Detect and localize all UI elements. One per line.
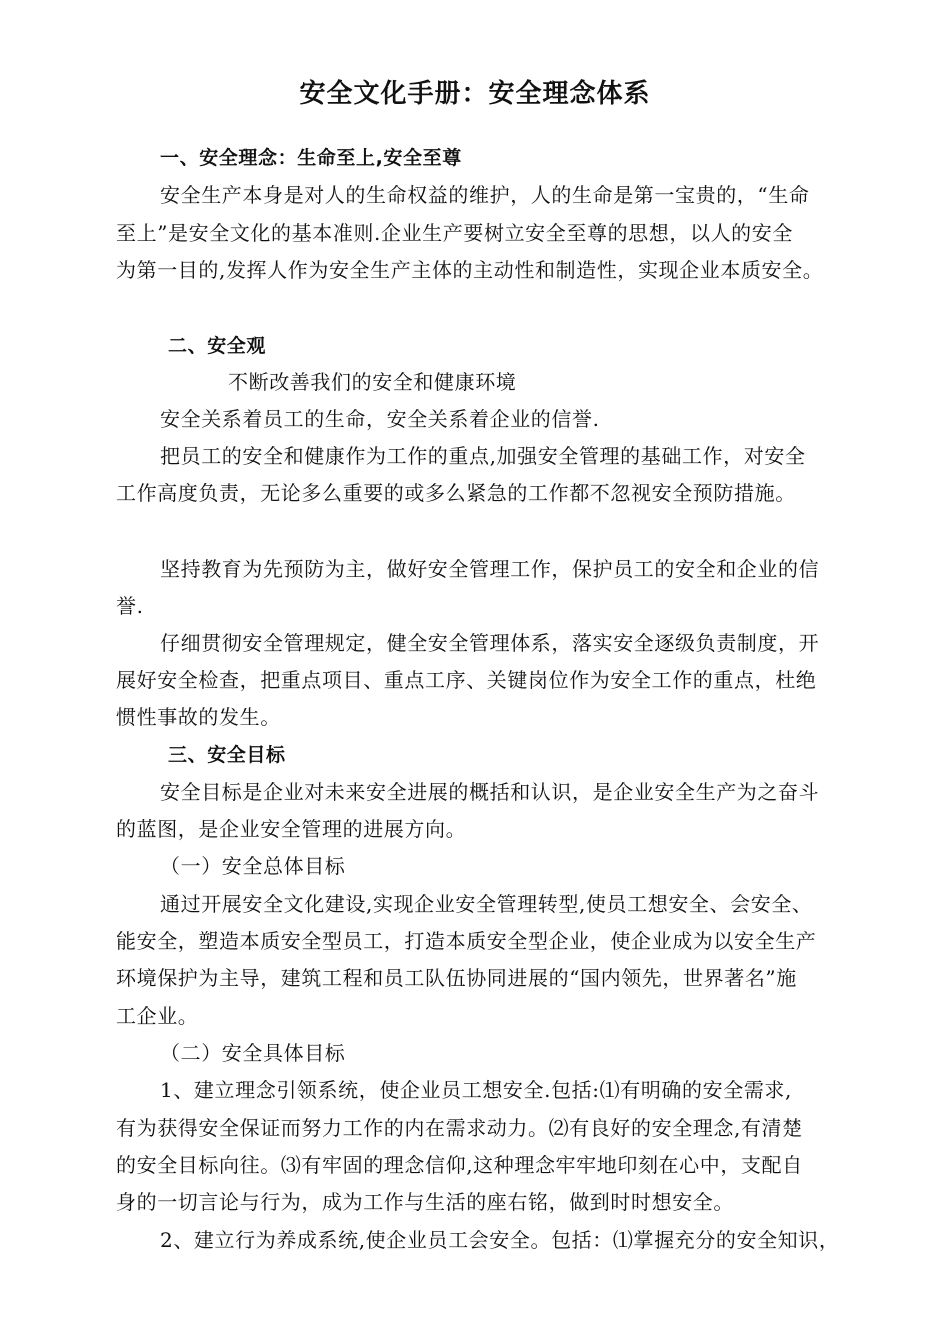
paragraph-line: 仔细贯彻安全管理规定，健全安全管理体系，落实安全逐级负责制度，开: [160, 631, 820, 655]
paragraph-line: 安全生产本身是对人的生命权益的维护，人的生命是第一宝贵的，“生命: [160, 183, 810, 207]
paragraph-line: 工作高度负责，无论多么重要的或多么紧急的工作都不忽视安全预防措施。: [116, 481, 796, 505]
paragraph-line: 不断改善我们的安全和健康环境: [228, 370, 517, 394]
subsection-heading-specific-goals: （二）安全具体目标: [160, 1041, 346, 1065]
paragraph-line: 通过开展安全文化建设,实现企业安全管理转型,使员工想安全、会安全、: [160, 892, 813, 916]
paragraph-line: 1、建立理念引领系统，使企业员工想安全.包括:⑴有明确的安全需求,: [160, 1078, 792, 1102]
paragraph-line: 为第一目的,发挥人作为安全生产主体的主动性和制造性，实现企业本质安全。: [116, 258, 824, 282]
paragraph-line: 环境保护为主导，建筑工程和员工队伍协同进展的“国内领先，世界著名”施: [116, 966, 797, 990]
paragraph-line: 把员工的安全和健康作为工作的重点,加强安全管理的基础工作，对安全: [160, 444, 806, 468]
paragraph-line: 工企业。: [116, 1004, 199, 1028]
paragraph-line: 的安全目标向往。⑶有牢固的理念信仰,这种理念牢牢地印刻在心中，支配自: [116, 1153, 803, 1177]
section-heading-safety-view: 二、安全观: [168, 335, 267, 357]
paragraph-line: 身的一切言论与行为，成为工作与生活的座右铭，做到时时想安全。: [116, 1190, 734, 1214]
paragraph-line: 惯性事故的发生。: [116, 705, 281, 729]
paragraph-line: 有为获得安全保证而努力工作的内在需求动力。⑵有良好的安全理念,有清楚: [116, 1116, 803, 1140]
section-heading-safety-goals: 三、安全目标: [168, 744, 286, 766]
paragraph-line: 展好安全检查，把重点项目、重点工序、关键岗位作为安全工作的重点，杜绝: [116, 668, 817, 692]
document-title: 安全文化手册：安全理念体系: [299, 79, 651, 109]
paragraph-line: 2、建立行为养成系统,使企业员工会安全。包括：⑴掌握充分的安全知识，: [160, 1228, 840, 1252]
paragraph-line: 的蓝图，是企业安全管理的进展方向。: [116, 817, 467, 841]
paragraph-line: 安全目标是企业对未来安全进展的概括和认识，是企业安全生产为之奋斗: [160, 780, 820, 804]
paragraph-line: 誉.: [116, 594, 144, 618]
paragraph-line: 坚持教育为先预防为主，做好安全管理工作，保护员工的安全和企业的信: [160, 557, 820, 581]
paragraph-line: 安全关系着员工的生命，安全关系着企业的信誉.: [160, 407, 600, 431]
paragraph-line: 至上”是安全文化的基本准则.企业生产要树立安全至尊的思想，以人的安全: [116, 221, 793, 245]
paragraph-line: 能安全，塑造本质安全型员工，打造本质安全型企业，使企业成为以安全生产: [116, 929, 817, 953]
section-heading-safety-philosophy: 一、安全理念：生命至上,安全至尊: [160, 147, 462, 169]
subsection-heading-overall-goal: （一）安全总体目标: [160, 854, 346, 878]
